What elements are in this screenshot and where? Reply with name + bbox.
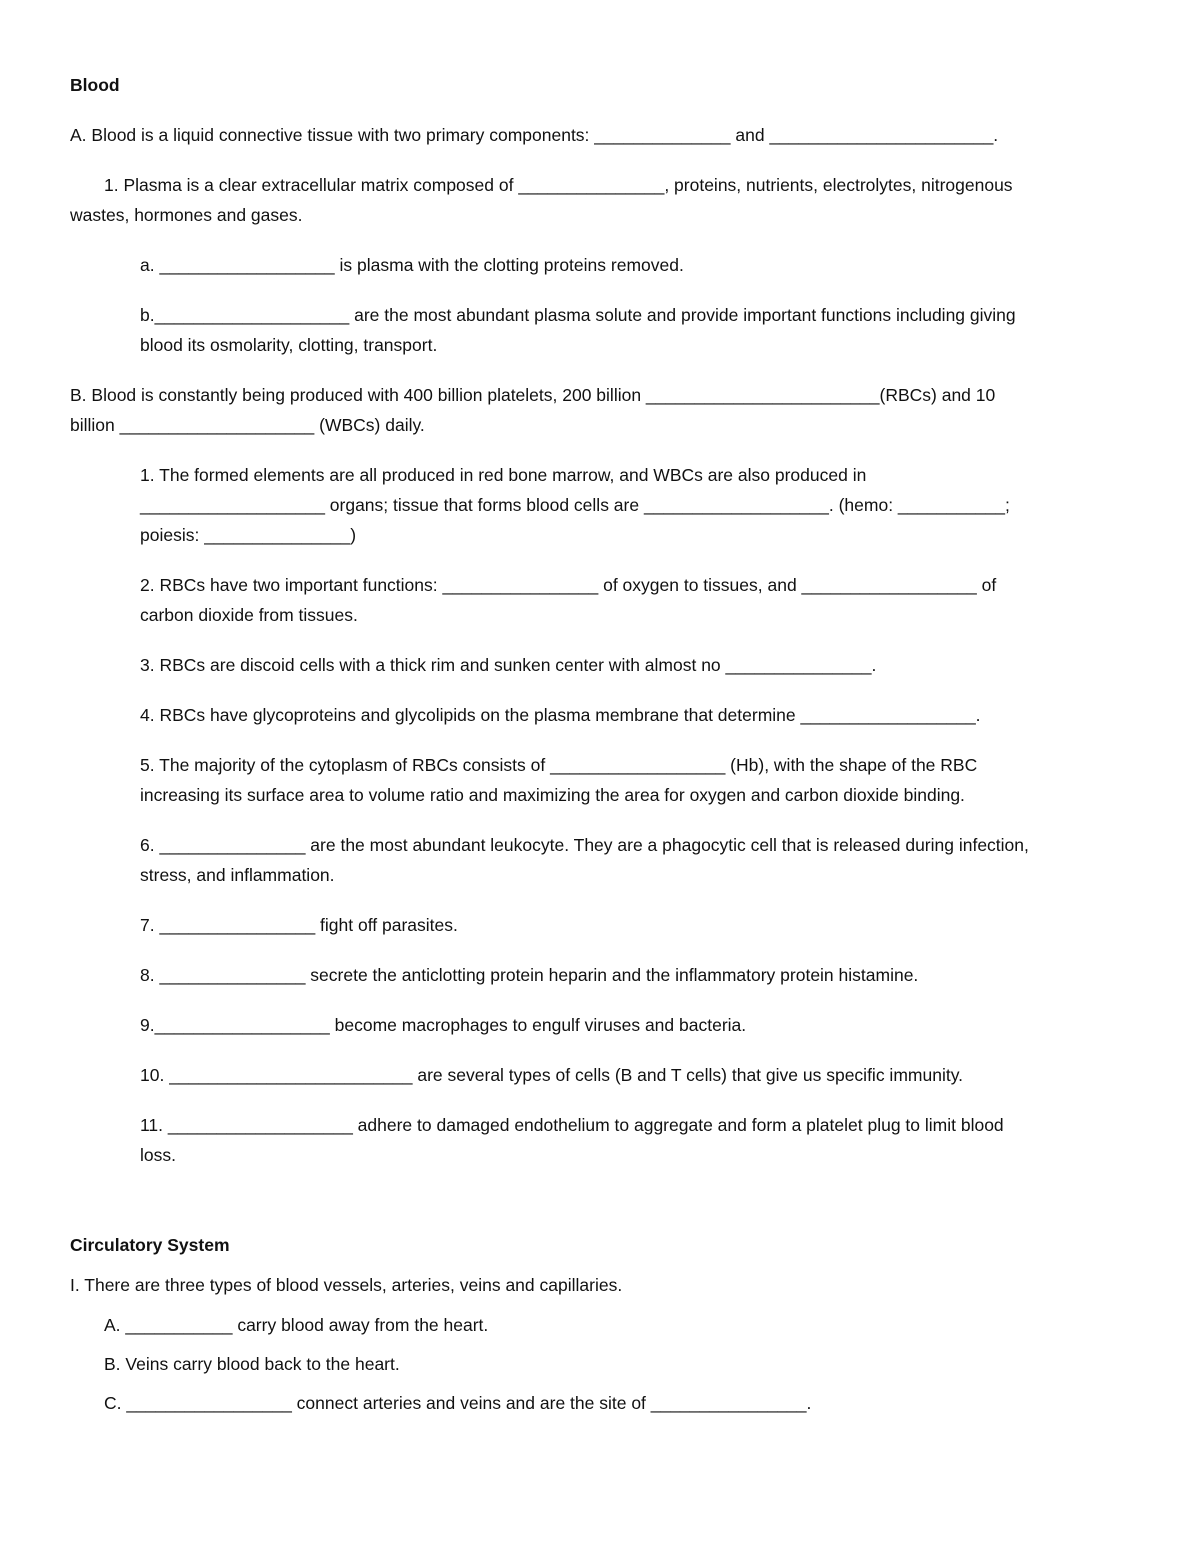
- blood-item-a1-line2: wastes, hormones and gases.: [70, 205, 303, 225]
- blood-item-b10: 10. _________________________ are several types of cells (B and T cells) that give us specific immunity.: [140, 1065, 964, 1085]
- blood-item-b6-line2: stress, and inflammation.: [140, 865, 335, 885]
- blood-item-b3: 3. RBCs are discoid cells with a thick rim and sunken center with almost no _______________.: [140, 655, 877, 675]
- blood-item-b11-line2: loss.: [140, 1145, 176, 1165]
- circulatory-item-ib: B. Veins carry blood back to the heart.: [104, 1354, 400, 1374]
- blood-item-a: A. Blood is a liquid connective tissue with two primary components: ______________ and _______________________.: [70, 125, 999, 145]
- blood-heading: Blood: [70, 75, 120, 95]
- blood-item-b9: 9.__________________ become macrophages to engulf viruses and bacteria.: [140, 1015, 747, 1035]
- blood-item-b1-line3: poiesis: _______________): [140, 525, 357, 545]
- blood-item-b5-line2: increasing its surface area to volume ratio and maximizing the area for oxygen and carbon dioxide binding.: [140, 785, 965, 805]
- blood-item-b-line1: B. Blood is constantly being produced with 400 billion platelets, 200 billion ________________________(RBCs) and 10: [70, 385, 996, 405]
- blood-item-b-line2: billion ____________________ (WBCs) daily.: [70, 415, 425, 435]
- blood-item-b5-line1: 5. The majority of the cytoplasm of RBCs consists of __________________ (Hb), with the shape of the RBC: [140, 755, 978, 775]
- blood-item-a1a: a. __________________ is plasma with the clotting proteins removed.: [140, 255, 684, 275]
- blood-item-b8: 8. _______________ secrete the anticlotting protein heparin and the inflammatory protein histamine.: [140, 965, 919, 985]
- blood-item-b6-line1: 6. _______________ are the most abundant leukocyte. They are a phagocytic cell that is released during infection,: [140, 835, 1029, 855]
- blood-item-b7: 7. ________________ fight off parasites.: [140, 915, 458, 935]
- blood-item-b4: 4. RBCs have glycoproteins and glycolipids on the plasma membrane that determine __________________.: [140, 705, 981, 725]
- circulatory-heading: Circulatory System: [70, 1235, 230, 1255]
- circulatory-item-i: I. There are three types of blood vessels, arteries, veins and capillaries.: [70, 1275, 623, 1295]
- blood-item-b1-line2: ___________________ organs; tissue that forms blood cells are ___________________. (hemo: ___________;: [140, 495, 1010, 515]
- blood-item-a1b-line1: b.____________________ are the most abundant plasma solute and provide important functions including giving: [140, 305, 1016, 325]
- circulatory-item-ia: A. ___________ carry blood away from the heart.: [104, 1315, 489, 1335]
- blood-item-b1-line1: 1. The formed elements are all produced in red bone marrow, and WBCs are also produced in: [140, 465, 867, 485]
- blood-item-a1b-line2: blood its osmolarity, clotting, transport.: [140, 335, 438, 355]
- blood-item-a1-line1: 1. Plasma is a clear extracellular matrix composed of _______________, proteins, nutrients, electrolytes, nitrogenous: [104, 175, 1013, 195]
- blood-item-b11-line1: 11. ___________________ adhere to damaged endothelium to aggregate and form a platelet plug to limit blood: [140, 1115, 1004, 1135]
- circulatory-item-ic: C. _________________ connect arteries and veins and are the site of ________________.: [104, 1393, 812, 1413]
- blood-item-b2-line2: carbon dioxide from tissues.: [140, 605, 358, 625]
- blood-item-b2-line1: 2. RBCs have two important functions: ________________ of oxygen to tissues, and __________________ of: [140, 575, 997, 595]
